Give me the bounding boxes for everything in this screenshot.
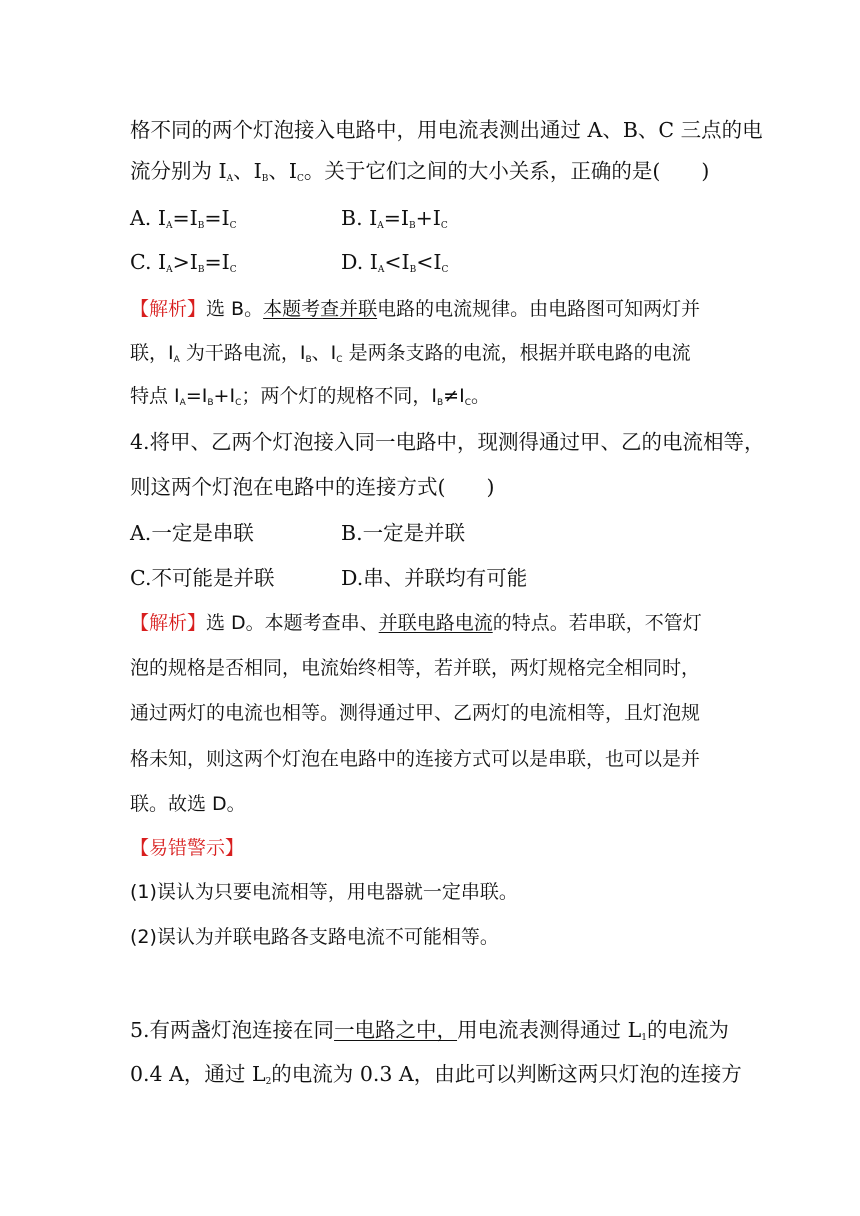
q3-analysis-line-2: 联，$I_A$ 为干路电流，$I_B$、$I_C$ 是两条支路的电流，根据并联电路的电流 [130, 342, 691, 365]
q4-option-a: A.一定是串联 [130, 521, 254, 545]
text: 、I [268, 159, 297, 183]
q4-option-b: B.一定是并联 [341, 521, 466, 545]
q4-option-d: D.串、并联均有可能 [341, 566, 528, 590]
q3-options-row-1 [130, 203, 237, 233]
q3-option-c: C. $I_A>I_B=I_C$ [130, 250, 237, 275]
warning-item-2: (2)误认为并联电路各支路电流不可能相等。 [130, 926, 499, 948]
text: 流分别为 I [130, 159, 227, 183]
q3-stem-line-1 [130, 115, 763, 145]
subscript: B [261, 174, 269, 184]
subscript: A [226, 174, 234, 184]
q4-stem-line-1: 4.将甲、乙两个灯泡接入同一电路中，现测得通过甲、乙的电流相等， [130, 430, 765, 454]
q3-analysis-line-3: 特点 $I_A=I_B+I_C$；两个灯的规格不同，$I_B\ne I_C$。 [130, 385, 491, 408]
subscript: C [296, 174, 304, 184]
analysis-tag: 【解析】 [130, 298, 207, 320]
warning-item-1: (1)误认为只要电流相等，用电器就一定串联。 [130, 881, 518, 903]
q3-stem-text: 格不同的两个灯泡接入电路中，用电流表测出通过 A、B、C 三点的电 [130, 118, 763, 142]
q4-analysis-line-5: 联。故选 D。 [130, 793, 246, 815]
text: 。关于它们之间的大小关系，正确的是( ) [303, 159, 710, 183]
q3-stem-line-2 [130, 156, 709, 186]
text: 、I [233, 159, 262, 183]
q4-analysis-line-3: 通过两灯的电流也相等。测得通过甲、乙两灯的电流相等，且灯泡规 [130, 702, 701, 724]
q4-option-c: C.不可能是并联 [130, 566, 275, 590]
underlined-text: 本题考查并联 [263, 298, 378, 320]
q5-stem-line-1: 5.有两盏灯泡连接在同一电路之中，用电流表测得通过 $L_1$的电流为 [130, 1018, 729, 1043]
q3-option-a: A. $I_A=I_B=I_C$ [130, 206, 237, 231]
q5-stem-line-2: 0.4 A，通过 $L_2$的电流为 0.3 A，由此可以判断这两只灯泡的连接方 [130, 1062, 742, 1087]
analysis-tag: 【解析】 [130, 612, 207, 634]
q3-option-d: D. $I_A<I_B<I_C$ [341, 250, 449, 275]
q3-option-b: B. $I_A=I_B+I_C$ [341, 206, 448, 231]
warning-heading: 【易错警示】 [130, 837, 245, 859]
q4-stem-line-2: 则这两个灯泡在电路中的连接方式( ) [130, 475, 495, 499]
q4-analysis-line-1: 【解析】选 D。本题考查串、并联电路电流的特点。若串联，不管灯 [130, 612, 702, 634]
underlined-text: 并联电路电流 [378, 612, 493, 634]
q4-analysis-line-2: 泡的规格是否相同，电流始终相等，若并联，两灯规格完全相同时， [130, 657, 701, 679]
underlined-text: 一电路之中， [334, 1018, 458, 1042]
q3-analysis-line-1: 【解析】选 B。本题考查并联电路的电流规律。由电路图可知两灯并 [130, 298, 701, 320]
q4-analysis-line-4: 格未知，则这两个灯泡在电路中的连接方式可以是串联，也可以是并 [130, 748, 701, 770]
